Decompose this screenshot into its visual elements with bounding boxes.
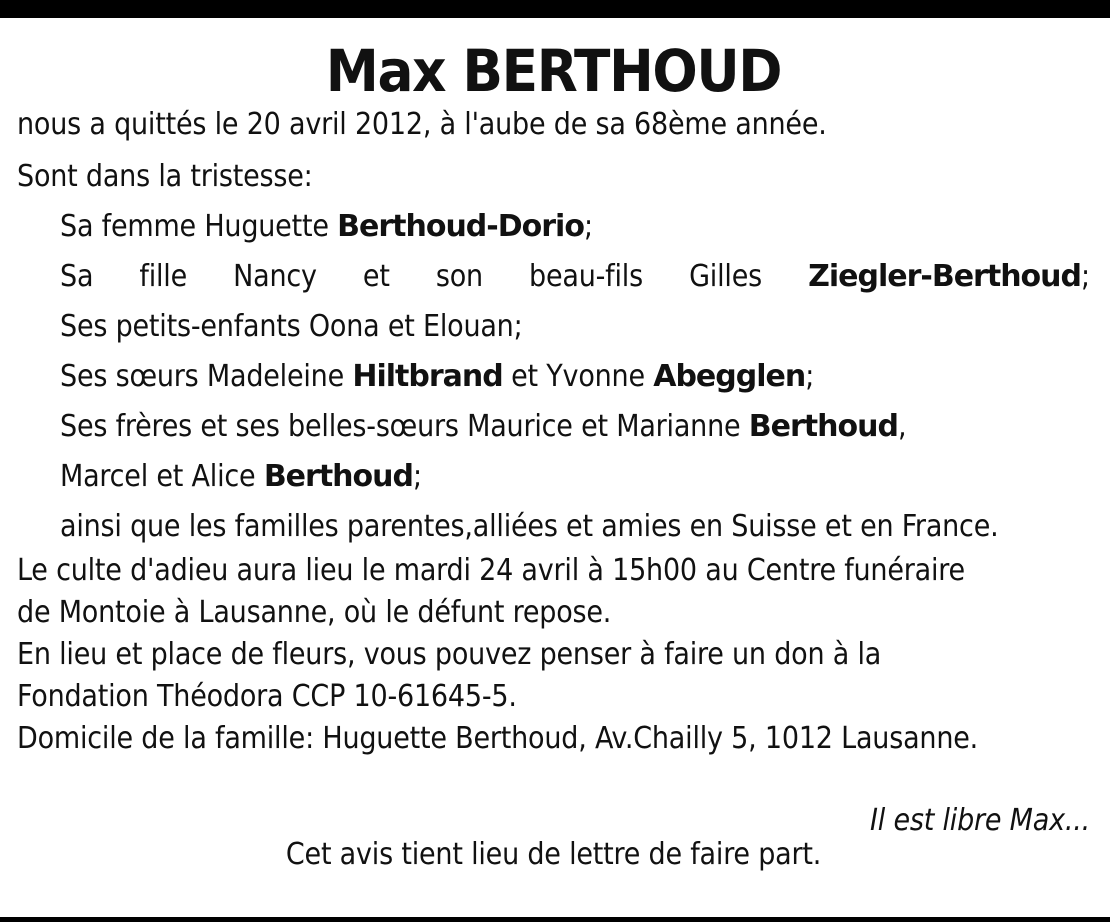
- mourner-word: Nancy: [233, 259, 317, 294]
- family-domicile: Domicile de la famille: Huguette Berthoud, Av.Chailly 5, 1012 Lausanne.: [17, 721, 979, 756]
- mourner-grandchildren: Ses petits-enfants Oona et Elouan;: [60, 309, 523, 344]
- notice-footer: Cet avis tient lieu de lettre de faire part.: [285, 837, 822, 872]
- mourner-word: fille: [139, 259, 188, 294]
- ceremony-line-2: de Montoie à Lausanne, où le défunt repose.: [17, 595, 612, 630]
- mourner-surname: Abegglen: [653, 359, 806, 394]
- mourner-punctuation: ;: [1081, 259, 1090, 294]
- mourner-brothers: [17, 406, 1090, 448]
- mourner-word: son: [435, 259, 483, 294]
- mourner-text: Marcel et Alice: [60, 459, 264, 494]
- mourner-daughter: [17, 256, 1090, 298]
- ceremony-line-1: Le culte d'adieu aura lieu le mardi 24 avril à 15h00 au Centre funéraire: [17, 553, 965, 588]
- mourner-wife: [17, 206, 1090, 248]
- mourner-surname-group: [808, 256, 1090, 298]
- mourner-punctuation: ,: [897, 409, 907, 444]
- mourner-punctuation: ;: [412, 459, 422, 494]
- closing-quote: Il est libre Max...: [870, 803, 1090, 838]
- death-notice: [17, 18, 1090, 876]
- deceased-name: Max BERTHOUD: [325, 37, 782, 105]
- bottom-rule: [0, 917, 1110, 922]
- mourner-text: et Yvonne: [502, 359, 654, 394]
- mourner-punctuation: ;: [583, 209, 593, 244]
- mourner-families: ainsi que les familles parentes,alliées et amies en Suisse et en France.: [60, 509, 999, 544]
- mourner-text: Sa femme Huguette: [60, 209, 338, 244]
- mourner-sisters: [17, 356, 1090, 398]
- mourner-text: Ses frères et ses belles-sœurs Maurice et Marianne: [60, 409, 749, 444]
- mourner-word: et: [362, 259, 390, 294]
- intro-line: nous a quittés le 20 avril 2012, à l'aube de sa 68ème année.: [17, 107, 827, 142]
- mourner-punctuation: ;: [805, 359, 815, 394]
- mourner-word: Gilles: [689, 259, 762, 294]
- mourner-surname: Berthoud: [748, 409, 898, 444]
- mourner-word: beau-fils: [529, 259, 643, 294]
- mourners-intro: Sont dans la tristesse:: [17, 159, 313, 194]
- mourner-surname: Berthoud: [263, 459, 413, 494]
- mourner-word: Sa: [60, 259, 94, 294]
- mourner-surname: Ziegler-Berthoud: [808, 259, 1081, 294]
- mourner-surname: Hiltbrand: [352, 359, 503, 394]
- mourner-surname: Berthoud-Dorio: [337, 209, 584, 244]
- donation-line-1: En lieu et place de fleurs, vous pouvez penser à faire un don à la: [17, 637, 882, 672]
- top-rule: [0, 0, 1110, 18]
- donation-line-2: Fondation Théodora CCP 10-61645-5.: [17, 679, 517, 714]
- mourner-text: Ses sœurs Madeleine: [60, 359, 353, 394]
- mourner-marcel: [17, 456, 1090, 498]
